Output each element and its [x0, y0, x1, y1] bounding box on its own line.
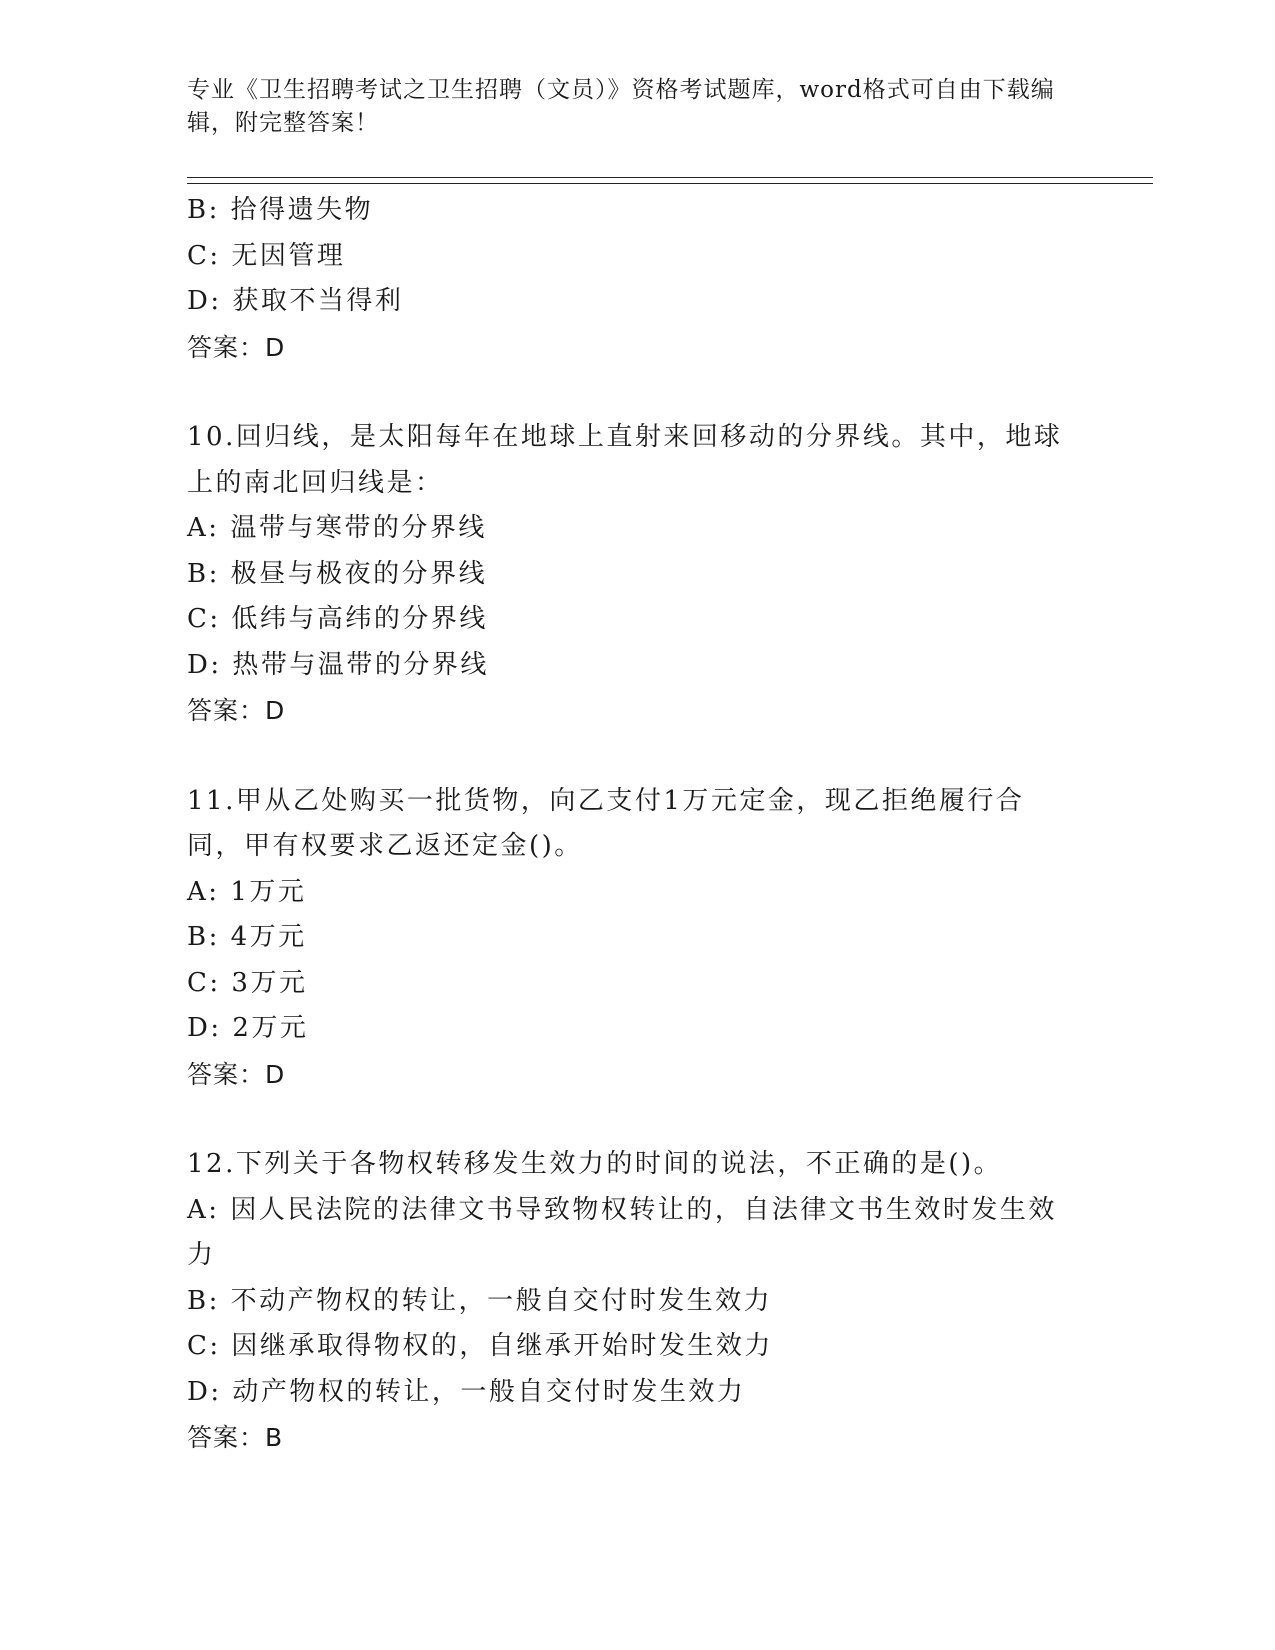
option-text: 动产物权的转让，一般自交付时发生效力	[232, 1376, 746, 1407]
question-11	[187, 779, 1077, 1098]
option-label: A:	[187, 1194, 220, 1225]
answer-line: 答案：B	[187, 1423, 284, 1452]
option-text: 因继承取得物权的，自继承开始时发生效力	[231, 1331, 773, 1361]
option-text: 不动产物权的转让，一般自交付时发生效力	[230, 1285, 773, 1316]
option-label: D:	[187, 1376, 222, 1407]
answer-line: 答案：D	[187, 332, 286, 362]
option-a	[187, 870, 1077, 916]
option-b	[187, 1279, 1077, 1325]
option-label: B:	[187, 1285, 220, 1316]
option-text: 2万元	[232, 1013, 309, 1043]
option-text: 1万元	[230, 876, 307, 907]
option-text: 热带与温带的分界线	[232, 649, 489, 680]
option-text: 拾得遗失物	[230, 195, 374, 225]
option-label: C:	[187, 240, 221, 271]
option-d	[187, 1370, 1077, 1416]
option-text: 4万元	[230, 922, 307, 952]
answer-line: 答案：D	[187, 1059, 286, 1089]
question-stem: 12.下列关于各物权转移发生效力的时间的说法，不正确的是()。	[187, 1149, 1003, 1179]
answer-line: 答案：D	[187, 696, 286, 725]
question-stem: 11.甲从乙处购买一批货物，向乙支付1万元定金，现乙拒绝履行合同，甲有权要求乙返还定金()。	[187, 785, 1025, 861]
question-stem: 10.回归线，是太阳每年在地球上直射来回移动的分界线。其中，地球上的南北回归线是：	[187, 422, 1063, 498]
option-text: 温带与寒带的分界线	[230, 513, 487, 543]
option-text: 无因管理	[231, 240, 346, 271]
option-d	[187, 279, 1077, 325]
header-divider	[187, 177, 1153, 184]
question-10	[187, 415, 1077, 734]
option-d	[187, 643, 1077, 689]
option-label: C:	[187, 967, 221, 998]
option-a	[187, 1188, 1077, 1279]
option-c	[187, 961, 1077, 1007]
option-label: B:	[187, 558, 220, 589]
question-content	[187, 188, 1077, 1461]
option-c	[187, 1324, 1077, 1370]
carryover-question	[187, 188, 1077, 370]
option-b	[187, 915, 1077, 961]
question-12	[187, 1142, 1077, 1461]
option-label: A:	[187, 876, 220, 907]
option-text: 极昼与极夜的分界线	[230, 558, 488, 589]
page-header: 专业《卫生招聘考试之卫生招聘（文员）》资格考试题库，word格式可自由下载编辑，附完整答案！	[187, 77, 1055, 136]
option-label: C:	[187, 604, 221, 634]
option-a	[187, 506, 1077, 552]
option-label: B:	[187, 195, 220, 225]
option-label: D:	[187, 1013, 222, 1043]
option-text: 低纬与高纬的分界线	[231, 604, 488, 634]
option-c	[187, 234, 1077, 280]
option-c	[187, 597, 1077, 643]
option-text: 获取不当得利	[232, 286, 404, 316]
option-label: A:	[187, 513, 220, 543]
option-label: C:	[187, 1331, 221, 1361]
option-label: B:	[187, 922, 220, 952]
option-label: D:	[187, 286, 222, 316]
option-b	[187, 552, 1077, 598]
option-text: 3万元	[231, 967, 308, 998]
option-label: D:	[187, 649, 222, 680]
option-text: 因人民法院的法律文书导致物权转让的，自法律文书生效时发生效力	[187, 1194, 1057, 1270]
option-b	[187, 188, 1077, 234]
option-d	[187, 1006, 1077, 1052]
